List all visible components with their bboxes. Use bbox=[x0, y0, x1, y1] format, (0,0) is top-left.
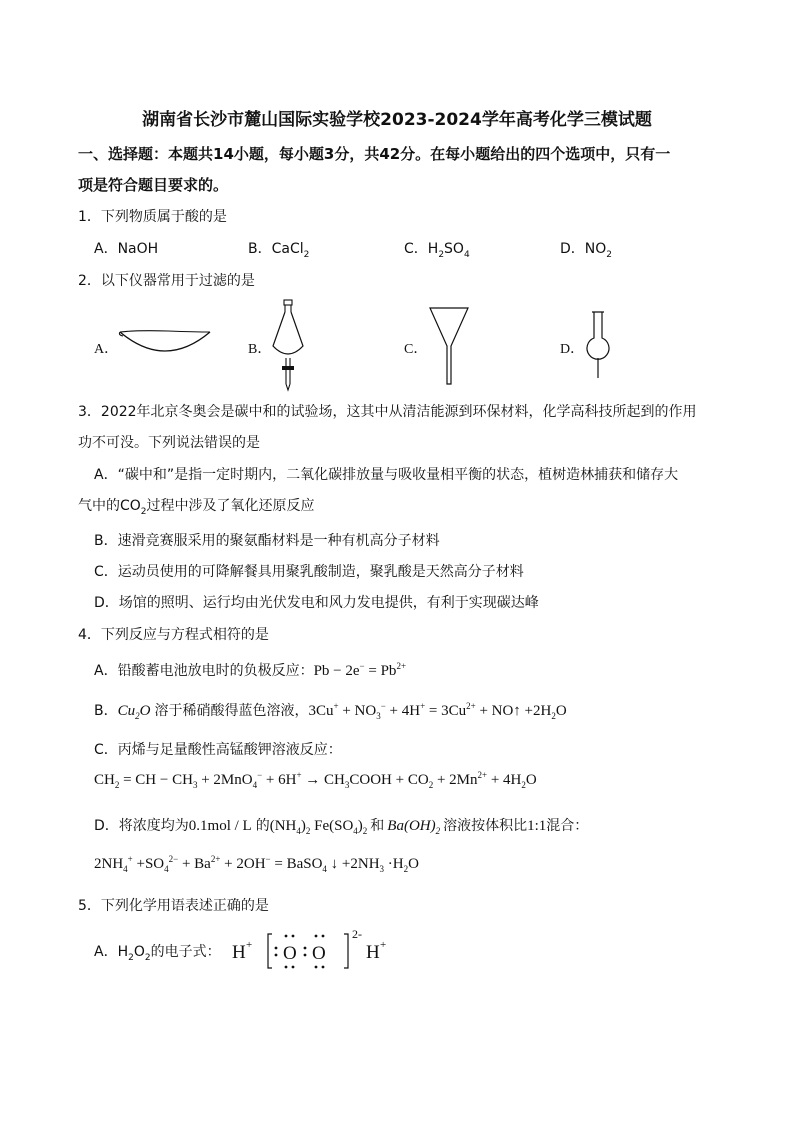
svg-text:H: H bbox=[366, 942, 380, 963]
q5-stem: 5．下列化学用语表述正确的是 bbox=[78, 898, 269, 914]
q3-option-b: B．速滑竞赛服采用的聚氨酯材料是一种有机高分子材料 bbox=[94, 533, 440, 549]
svg-text:O: O bbox=[283, 943, 297, 964]
q3-option-c: C．运动员使用的可降解餐具用聚乳酸制造，聚乳酸是天然高分子材料 bbox=[94, 564, 524, 580]
q4-a-equation: $Pb - 2e^- = Pb^{2+}$ bbox=[313, 661, 407, 679]
q1-option-d bbox=[560, 238, 612, 258]
svg-text:2-: 2- bbox=[352, 927, 362, 941]
q5-a-post: 的电子式： bbox=[150, 944, 221, 960]
q2-option-d: D． bbox=[560, 342, 585, 357]
q1-b-sub: 2 bbox=[303, 249, 310, 260]
q3-a2-post: 过程中涉及了氧化还原反应 bbox=[146, 498, 315, 514]
q3-a-line-1: A．“碳中和”是指一定时期内，二氧化碳排放量与吸收量相平衡的状态，植树造林捕获和储存大 bbox=[94, 467, 679, 483]
q1-c-text: C．H bbox=[404, 241, 439, 257]
q4-option-b bbox=[94, 700, 567, 720]
q4-c-equation: $CH_2$ = CH − $CH_3 + 2MnO_4^- + 6H^+$ → $CH_3COOH + CO_2 + 2Mn^{2+} + 4H_2O$ bbox=[94, 770, 537, 790]
q4-d-text5: 混合： bbox=[546, 818, 589, 834]
q1-option-a: A．NaOH bbox=[94, 241, 159, 257]
q2-option-b: B． bbox=[248, 342, 272, 357]
q3-option-d: D．场馆的照明、运行均由光伏发电和风力发电提供，有利于实现碳达峰 bbox=[94, 595, 539, 611]
q1-d-sub: 2 bbox=[606, 249, 613, 260]
q1-option-b bbox=[248, 238, 309, 258]
q4-d-equation: $2NH_4^+ +SO_4^{2-} + Ba^{2+} + 2OH^-$ = BaSO$_4$ ↓ $+2NH_3 \cdot H_2O$ bbox=[94, 854, 419, 874]
q4-b-equation: $3Cu^+ + NO_3^- + 4H^+ = 3Cu^{2+}$ + NO↑ $+2H_2O$ bbox=[308, 701, 567, 721]
q3-line-2: 功不可没。下列说法错误的是 bbox=[78, 435, 260, 451]
q4-b-formula: $Cu_2O$ bbox=[117, 703, 151, 721]
q1-c-sub2: 4 bbox=[463, 249, 470, 260]
q4-a-text: A．铅酸蓄电池放电时的负极反应： bbox=[94, 663, 314, 679]
q4-d-salt: $(NH_4)_2$ $Fe(SO_4)_2$ bbox=[269, 818, 368, 836]
q4-d-text4: 溶液按体积比 bbox=[443, 818, 528, 834]
round-bottom-flask-icon bbox=[584, 310, 612, 382]
electron-formula-figure bbox=[228, 924, 398, 978]
q3-a-line-2 bbox=[78, 491, 723, 522]
q1-b-text: B．CaCl bbox=[248, 241, 304, 257]
q4-option-a bbox=[94, 660, 406, 680]
q1-stem: 1．下列物质属于酸的是 bbox=[78, 209, 227, 225]
page-title: 湖南省长沙市麓山国际实验学校2023-2024学年高考化学三模试题 bbox=[142, 110, 652, 130]
svg-text:O: O bbox=[312, 943, 326, 964]
q4-option-d bbox=[94, 815, 588, 835]
q5-a-pre: A．H bbox=[94, 944, 129, 960]
q1-d-text: D．NO bbox=[560, 241, 607, 257]
section-line-1: 一、选择题：本题共14小题，每小题3分，共42分。在每小题给出的四个选项中，只有一 bbox=[78, 145, 671, 163]
q4-d-text3: 和 bbox=[370, 818, 385, 834]
q4-d-text2: 的 bbox=[255, 818, 270, 834]
q5-a-mid: O bbox=[133, 944, 145, 960]
evaporating-dish-icon bbox=[118, 326, 212, 360]
q4-b-text: 溶于稀硝酸得蓝色溶液， bbox=[154, 703, 309, 719]
q3-stem bbox=[78, 397, 723, 459]
section-heading bbox=[78, 139, 728, 201]
q3-option-a bbox=[78, 460, 723, 522]
q4-d-base: $Ba(OH)_2$ bbox=[387, 818, 441, 836]
q1-c-sub1: 2 bbox=[438, 249, 445, 260]
q3-line-1: 3．2022年北京冬奥会是碳中和的试验场，这其中从清洁能源到环保材料，化学高科技所起到的作用 bbox=[78, 404, 697, 420]
q2-option-a: A． bbox=[94, 342, 119, 357]
q5-a-sub2: 2 bbox=[144, 952, 151, 963]
q4-d-concentration: 0.1mol / L bbox=[188, 818, 252, 834]
q1-option-c bbox=[404, 238, 470, 258]
q4-b-label: B． bbox=[94, 703, 118, 719]
q4-b-formula-text: Cu bbox=[117, 703, 136, 719]
section-line-2: 项是符合题目要求的。 bbox=[78, 176, 229, 194]
separatory-funnel-icon bbox=[270, 298, 306, 392]
q3-a2-sub: 2 bbox=[140, 506, 147, 517]
svg-text:+: + bbox=[380, 939, 387, 951]
q4-d-text1: D．将浓度均为 bbox=[94, 818, 189, 834]
q2-option-c: C． bbox=[404, 342, 428, 357]
q2-stem: 2．以下仪器常用于过滤的是 bbox=[78, 273, 255, 289]
svg-text:H: H bbox=[232, 942, 246, 963]
funnel-icon bbox=[428, 306, 470, 386]
q3-a2-pre: 气中的CO bbox=[78, 498, 141, 514]
q5-a-sub1: 2 bbox=[128, 952, 134, 963]
svg-text:+: + bbox=[246, 939, 253, 951]
q1-c-mid: SO bbox=[444, 241, 464, 257]
q4-stem: 4．下列反应与方程式相符的是 bbox=[78, 627, 269, 643]
q4-d-ratio: 1:1 bbox=[527, 818, 547, 834]
q5-option-a bbox=[94, 941, 221, 961]
q4-option-c: C．丙烯与足量酸性高锰酸钾溶液反应： bbox=[94, 742, 342, 758]
